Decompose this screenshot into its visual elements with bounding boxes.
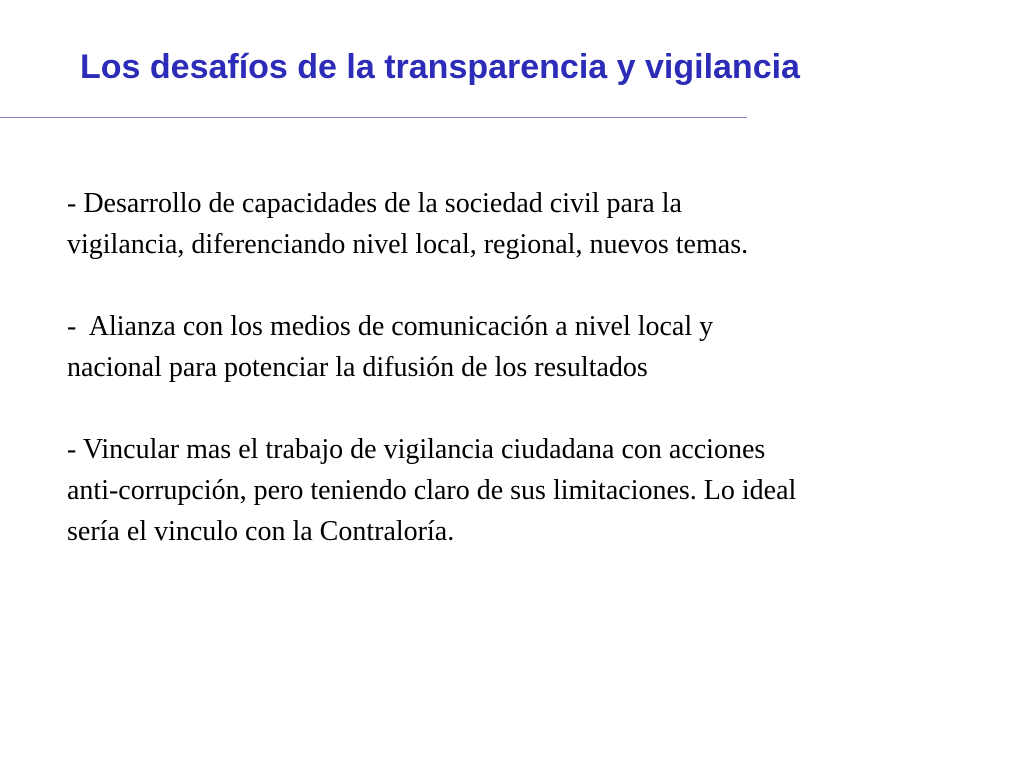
bullet-alianza-medios: - Alianza con los medios de comunicación a nivel local y nacional para potenciar la difusión de los resultados bbox=[67, 311, 714, 383]
slide-body bbox=[67, 183, 967, 593]
bullet-anticorrupcion: - Vincular mas el trabajo de vigilancia ciudadana con acciones anti-corrupción, pero teniendo claro de sus limitaciones. Lo ideal sería el vinculo con la Contraloría. bbox=[67, 434, 797, 547]
bullet-capacidades: - Desarrollo de capacidades de la sociedad civil para la vigilancia, diferenciando nivel local, regional, nuevos temas. bbox=[67, 188, 749, 260]
slide-title: Los desafíos de la transparencia y vigilancia bbox=[80, 48, 800, 86]
title-divider bbox=[0, 117, 747, 118]
